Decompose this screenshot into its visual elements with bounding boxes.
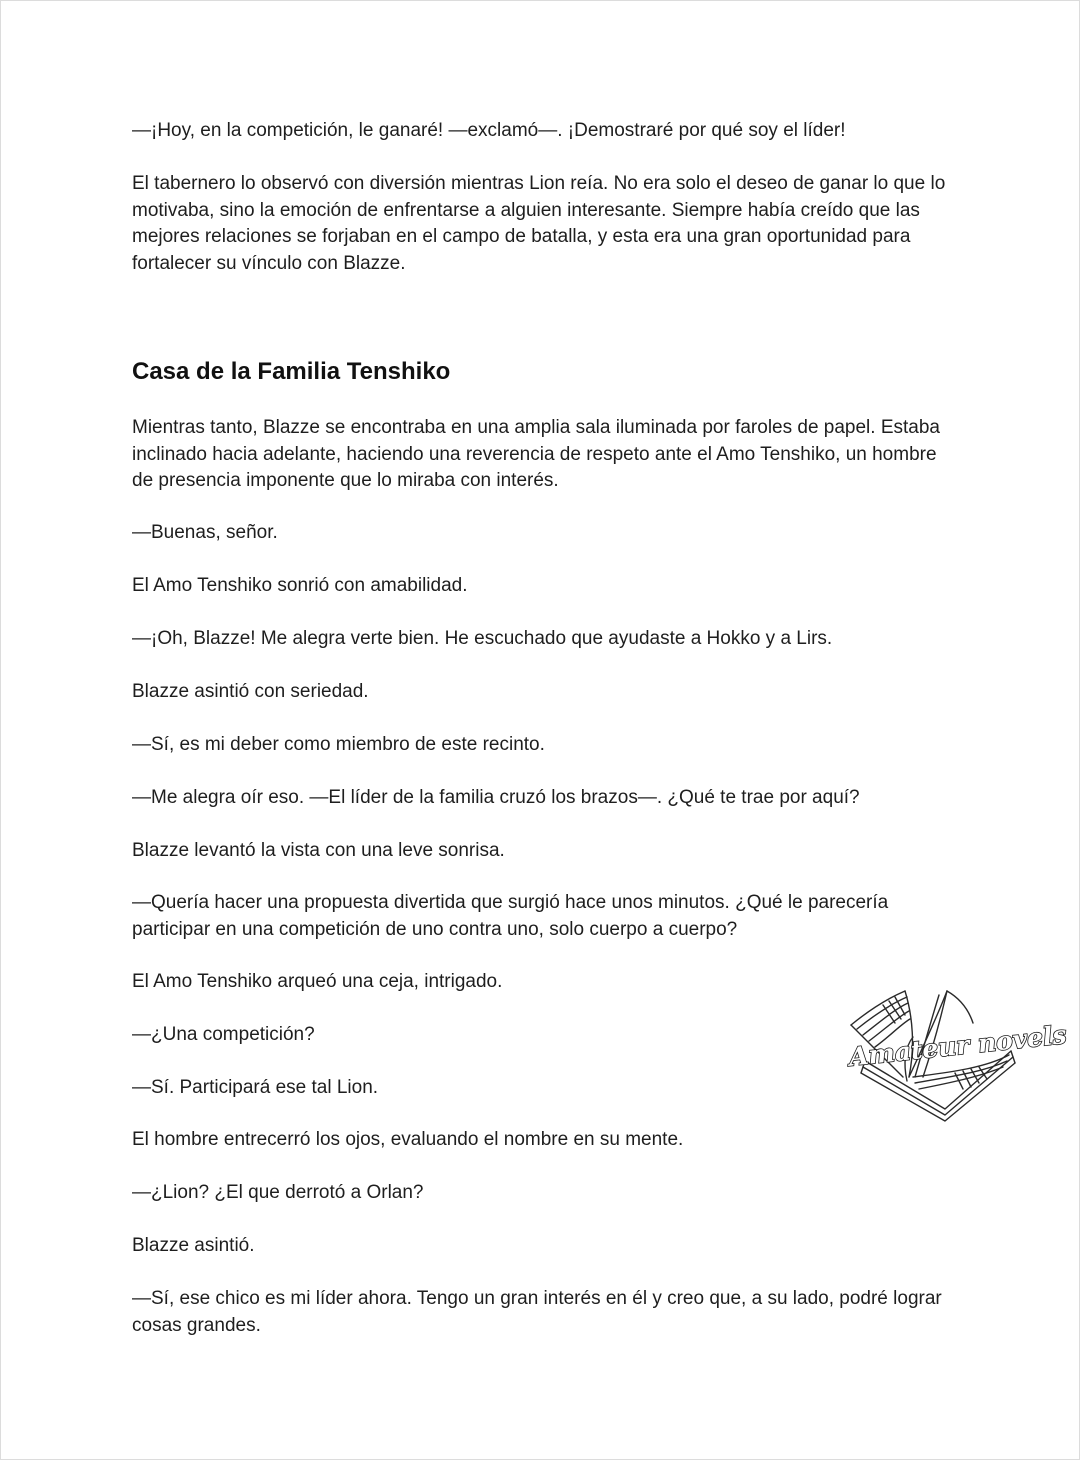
paragraph: El hombre entrecerró los ojos, evaluando el nombre en su mente. <box>132 1129 684 1150</box>
paragraph: Blazze asintió con seriedad. <box>132 681 369 702</box>
section-heading: Casa de la Familia Tenshiko <box>132 358 451 385</box>
paragraph: —Sí, ese chico es mi líder ahora. Tengo un gran interés en él y creo que, a su lado, podré lograr cosas grandes. <box>132 1288 942 1336</box>
paragraph: —¿Lion? ¿El que derrotó a Orlan? <box>132 1182 424 1203</box>
paragraph: —¡Oh, Blazze! Me alegra verte bien. He escuchado que ayudaste a Hokko y a Lirs. <box>132 628 833 649</box>
paragraph: El Amo Tenshiko arqueó una ceja, intrigado. <box>132 971 503 992</box>
paragraph: —¡Hoy, en la competición, le ganaré! —exclamó—. ¡Demostraré por qué soy el líder! <box>132 120 846 141</box>
paragraph: —Sí, es mi deber como miembro de este recinto. <box>132 734 545 755</box>
paragraph: Blazze asintió. <box>132 1235 255 1256</box>
paragraph: —Quería hacer una propuesta divertida que surgió hace unos minutos. ¿Qué le parecería participar en una competición de uno contra uno, solo cuerpo a cuerpo? <box>132 892 889 940</box>
paragraph: El Amo Tenshiko sonrió con amabilidad. <box>132 575 468 596</box>
watermark-text: Amateur novels <box>847 1020 1068 1072</box>
paragraph: —¿Una competición? <box>132 1024 315 1045</box>
paragraph: Blazze levantó la vista con una leve sonrisa. <box>132 840 505 861</box>
paragraph: —Me alegra oír eso. —El líder de la familia cruzó los brazos—. ¿Qué te trae por aquí? <box>132 787 860 808</box>
paragraph: Mientras tanto, Blazze se encontraba en una amplia sala iluminada por faroles de papel. Estaba inclinado hacia adelante, haciendo una reverencia de respeto ante el Amo Tenshiko, un hombre de presencia imponente que lo miraba con interés. <box>132 417 940 491</box>
paragraph: El tabernero lo observó con diversión mientras Lion reía. No era solo el deseo de ganar lo que lo motivaba, sino la emoción de enfrentarse a alguien interesante. Siempre había creído que las mejores relaciones se forjaban en el campo de batalla, y esta era una gran oportunidad para fortalecer su vínculo con Blazze. <box>132 173 946 274</box>
paragraph: —Sí. Participará ese tal Lion. <box>132 1077 379 1098</box>
paragraph: —Buenas, señor. <box>132 522 278 543</box>
amateur-novels-watermark <box>843 977 1068 1127</box>
open-book-icon <box>843 977 1068 1127</box>
